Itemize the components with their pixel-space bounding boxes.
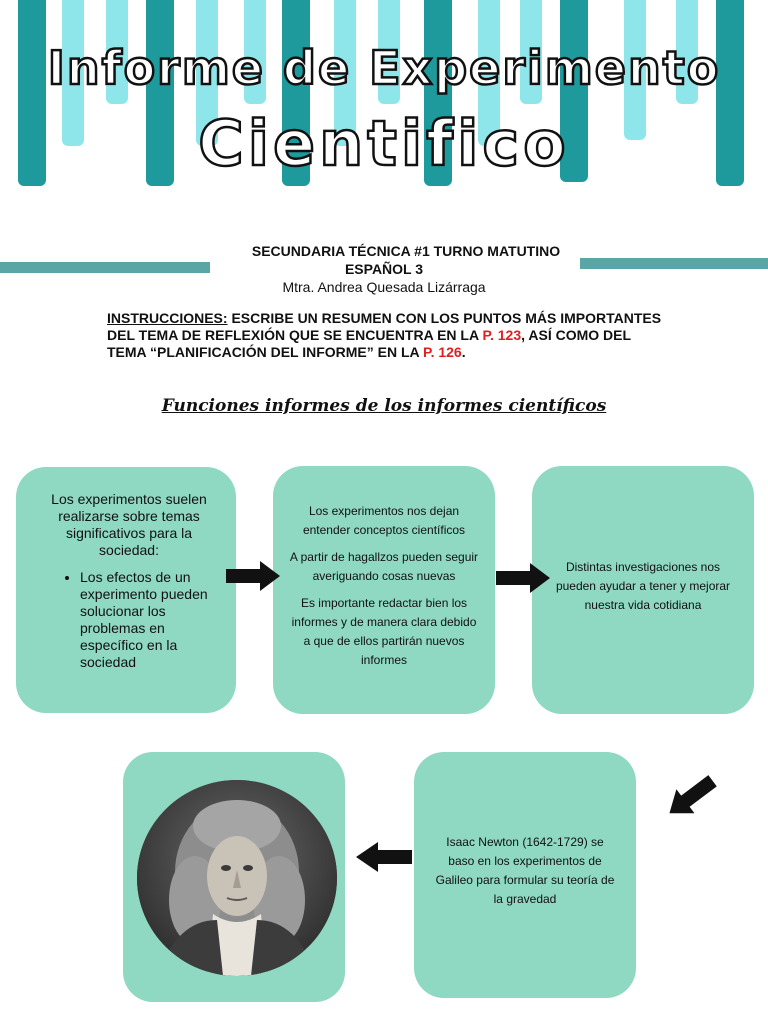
school-name: SECUNDARIA TÉCNICA #1 TURNO MATUTINO bbox=[251, 243, 561, 259]
info-box-4 bbox=[414, 752, 636, 998]
page-ref-1: P. 123 bbox=[482, 327, 522, 343]
info-box-3 bbox=[532, 466, 754, 714]
title-line-1: Informe de Experimento bbox=[47, 41, 721, 95]
info-box-2 bbox=[273, 466, 495, 714]
box3-text: Distintas investigaciones nos pueden ayudar a tener y mejorar nuestra vida cotidiana bbox=[555, 559, 731, 612]
title-line-2: Cientifico bbox=[198, 107, 570, 180]
page-ref-2: P. 126 bbox=[423, 344, 462, 360]
subject: ESPAÑOL 3 bbox=[344, 261, 424, 277]
info-box-1 bbox=[16, 467, 236, 713]
box1-list bbox=[40, 569, 218, 671]
teacher-name: Mtra. Andrea Quesada Lizárraga bbox=[282, 279, 486, 295]
arrow-icon-right-1 bbox=[224, 559, 282, 593]
arrow-icon-down-left bbox=[662, 772, 720, 822]
box1-text: Los experimentos suelen realizarse sobre temas significativos para la sociedad: bbox=[51, 491, 207, 558]
box2-point-3: Es importante redactar bien los informes y de manera clara debido a que de ellos partirán nuevos informes bbox=[291, 596, 477, 667]
instructions bbox=[107, 310, 667, 361]
instructions-text-2: , ASÍ COMO DEL TEMA “PLANIFICACIÓN DEL INFORME” EN LA bbox=[107, 327, 631, 360]
arrow-icon-left bbox=[354, 840, 414, 874]
instructions-label: INSTRUCCIONES: bbox=[107, 310, 228, 326]
box2-point-2: A partir de hagallzos pueden seguir averiguando cosas nuevas bbox=[289, 550, 479, 583]
section-title: Funciones informes de los informes científicos bbox=[161, 396, 607, 416]
instructions-text-1: ESCRIBE UN RESUMEN CON LOS PUNTOS MÁS IMPORTANTES DEL TEMA DE REFLEXIÓN QUE SE ENCUENTRA EN LA bbox=[107, 310, 662, 343]
box1-bullet: • Los efectos de un experimento pueden solucionar los problemas en específico en la sociedad bbox=[80, 569, 218, 671]
instructions-text-3: . bbox=[461, 344, 466, 360]
arrow-icon-right-2 bbox=[494, 561, 552, 595]
box2-point-1: Los experimentos nos dejan entender conceptos científicos bbox=[302, 504, 466, 537]
isaac-newton-portrait bbox=[137, 780, 337, 976]
box4-text: Isaac Newton (1642-1729) se baso en los experimentos de Galileo para formular su teoría de la gravedad bbox=[435, 835, 615, 906]
